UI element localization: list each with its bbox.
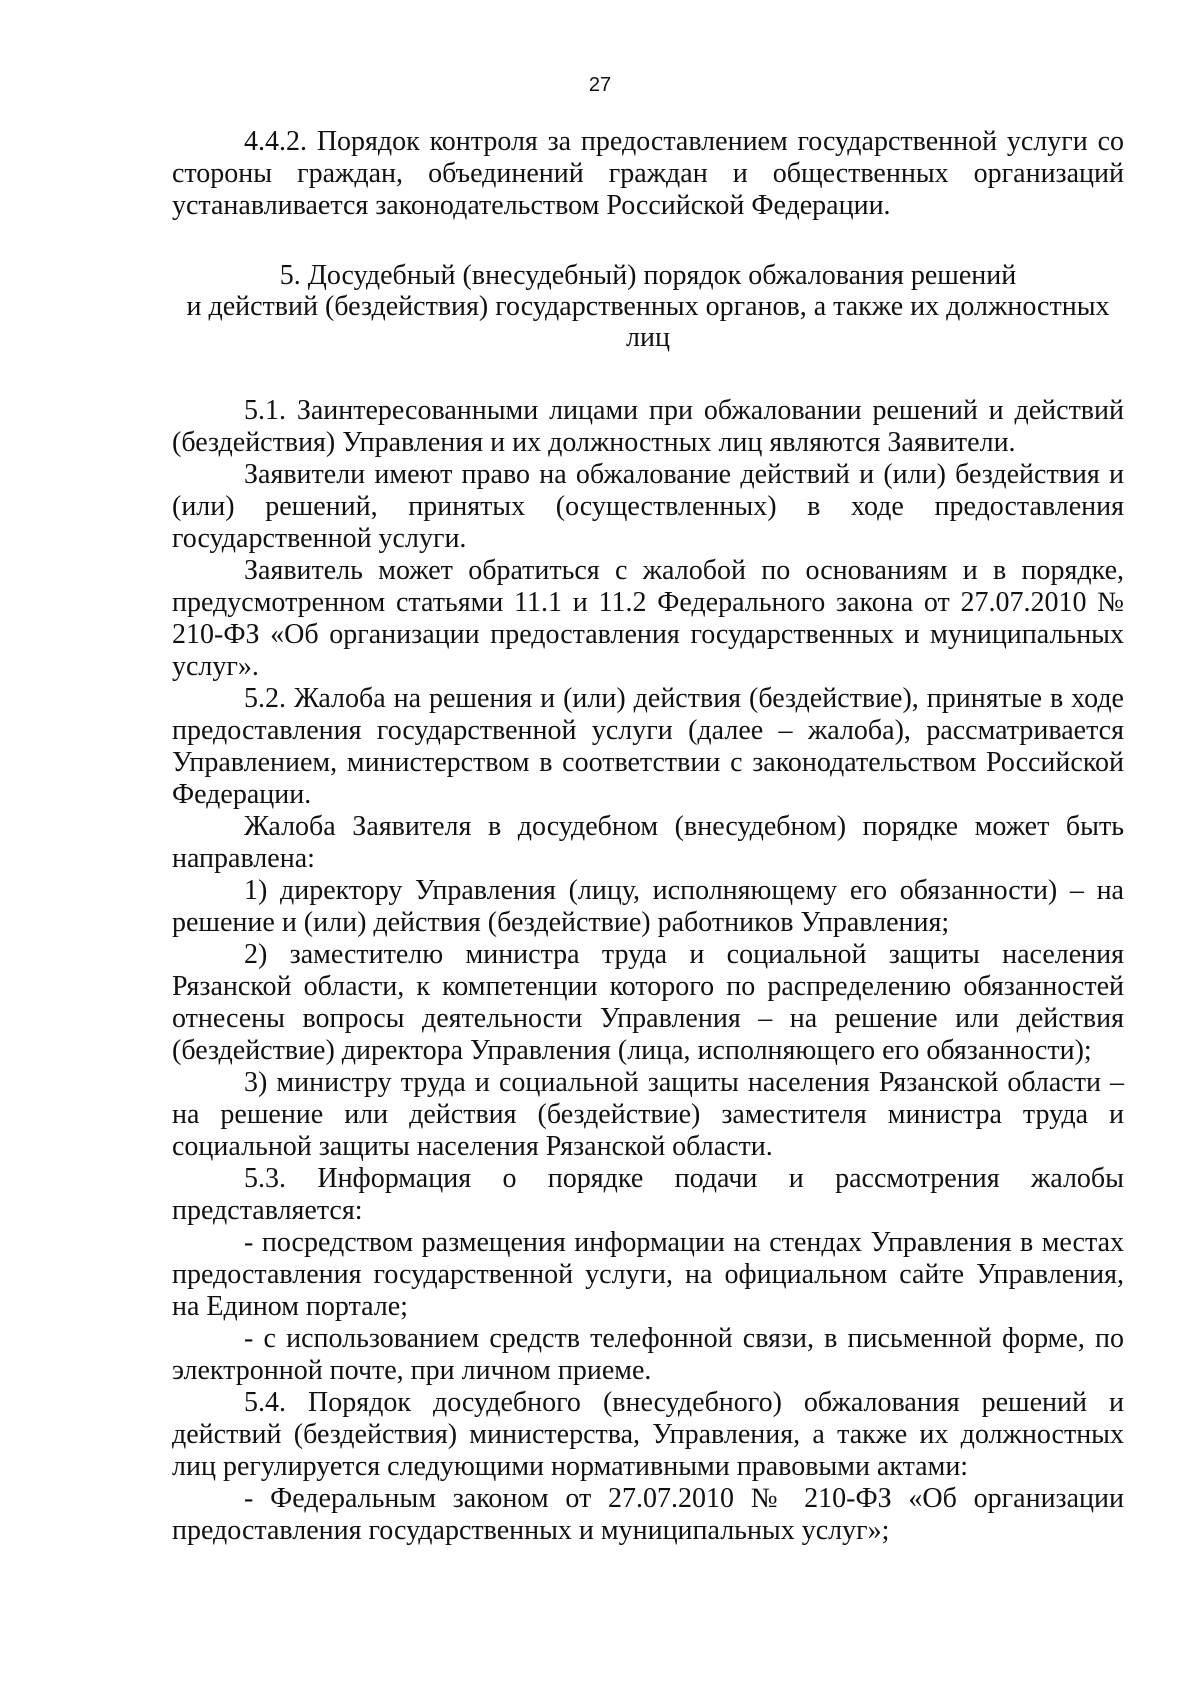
paragraph: Заявители имеют право на обжалование действий и (или) бездействия и (или) решений, принятых (осуществленных) в ходе предоставления государственной услуги. (172, 459, 1124, 554)
document-body (172, 126, 1124, 1547)
list-item: 2) заместителю министра труда и социальной защиты населения Рязанской области, к компетенции которого по распределению обязанностей отнесены вопросы деятельности Управления – на решение или действия (бездействие) директора Управления (лица, исполняющего его обязанности); (172, 939, 1124, 1066)
section-5-heading-line1: 5. Досудебный (внесудебный) порядок обжалования решений (279, 260, 1017, 291)
paragraph-5-2: 5.2. Жалоба на решения и (или) действия (бездействие), принятые в ходе предоставления государственной услуги (далее – жалоба), рассматривается Управлением, министерством в соответствии с законодательством Российской Федерации. (172, 683, 1124, 810)
paragraph-5-3: 5.3. Информация о порядке подачи и рассмотрения жалобы представляется: (172, 1163, 1124, 1226)
page-number: 27 (588, 74, 612, 96)
paragraph: Жалоба Заявителя в досудебном (внесудебном) порядке может быть направлена: (172, 811, 1124, 874)
paragraph-4-4-2: 4.4.2. Порядок контроля за предоставлением государственной услуги со стороны граждан, объединений граждан и общественных организаций устанавливается законодательством Российской Федерации. (172, 126, 1124, 221)
list-item: - посредством размещения информации на стендах Управления в местах предоставления государственной услуги, на официальном сайте Управления, на Едином портале; (172, 1227, 1124, 1322)
list-item: - с использованием средств телефонной связи, в письменной форме, по электронной почте, при личном приеме. (172, 1323, 1124, 1386)
list-item: 1) директору Управления (лицу, исполняющему его обязанности) – на решение и (или) действия (бездействие) работников Управления; (172, 875, 1124, 938)
section-5-heading-line2: и действий (бездействия) государственных органов, а также их должностных (186, 291, 1110, 322)
list-item: 3) министру труда и социальной защиты населения Рязанской области – на решение или действия (бездействие) заместителя министра труда и социальной защиты населения Рязанской области. (172, 1067, 1124, 1162)
paragraph-5-1: 5.1. Заинтересованными лицами при обжаловании решений и действий (бездействия) Управления и их должностных лиц являются Заявители. (172, 395, 1124, 458)
list-item: - Федеральным законом от 27.07.2010 № 210-ФЗ «Об организации предоставления государственных и муниципальных услуг»; (172, 1483, 1124, 1546)
paragraph-5-4: 5.4. Порядок досудебного (внесудебного) обжалования решений и действий (бездействия) министерства, Управления, а также их должностных лиц регулируется следующими нормативными правовыми актами: (172, 1387, 1124, 1482)
section-5-heading (172, 260, 1124, 353)
paragraph: Заявитель может обратиться с жалобой по основаниям и в порядке, предусмотренном статьями 11.1 и 11.2 Федерального закона от 27.07.2010 № 210-ФЗ «Об организации предоставления государственных и муниципальных услуг». (172, 555, 1124, 682)
section-5-heading-line3: лиц (626, 322, 670, 353)
